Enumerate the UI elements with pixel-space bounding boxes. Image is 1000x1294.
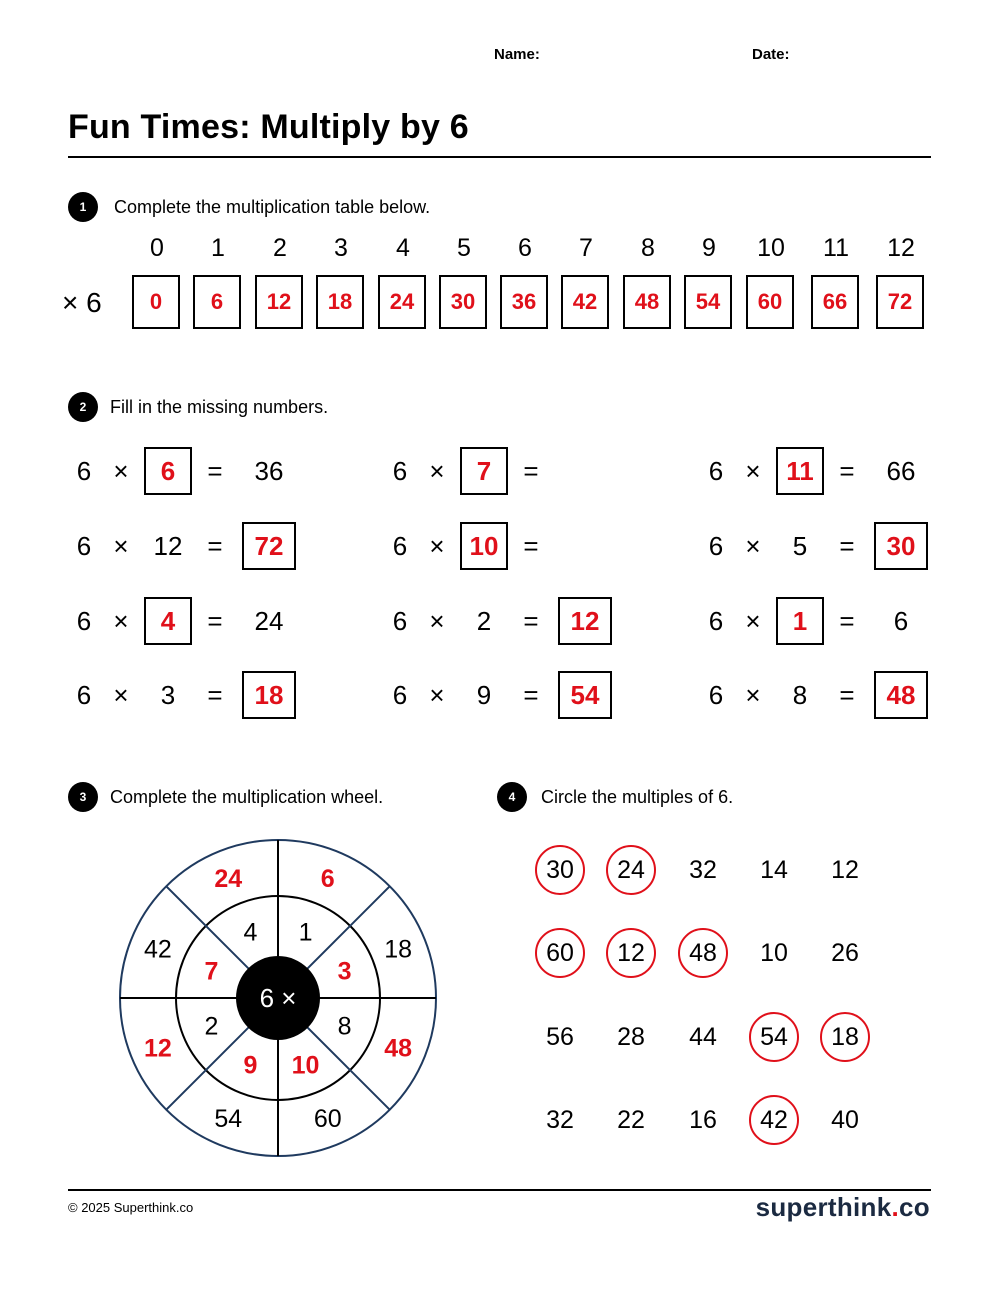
answer-box: 66 [811,275,859,329]
wheel-outer-number: 48 [384,1034,413,1063]
grid-number: 32 [689,855,717,884]
times-sign: × [429,606,445,636]
equals-sign: = [207,531,223,561]
grid-number: 56 [546,1022,574,1051]
equals-sign: = [839,606,855,636]
table-header: 4 [396,234,410,262]
grid-number: 22 [617,1105,645,1134]
equation-product-answer-box: 30 [874,522,928,570]
wheel-outer-number: 12 [143,1034,172,1063]
equation-factor: 8 [792,680,808,710]
wheel-outer-number: 6 [320,864,335,893]
answer-box: 48 [623,275,671,329]
equals-sign: = [523,606,539,636]
equation-factor: 6 [708,606,724,636]
wheel-outer-number: 54 [214,1105,243,1134]
section1-heading [68,192,430,222]
grid-number: 32 [546,1105,574,1134]
table-header: 7 [579,234,593,262]
brand-logo: superthink.co [755,1192,930,1222]
answer-box: 12 [255,275,303,329]
times-sign: × [745,456,761,486]
wheel-outer-number: 18 [384,935,413,964]
section4-number: 4 [497,782,527,812]
section3-number: 3 [68,782,98,812]
table-header: 3 [334,234,348,262]
grid-number: 10 [760,938,788,967]
section1-instruction: Complete the multiplication table below. [114,196,431,217]
answer-box: 36 [500,275,548,329]
equals-sign: = [523,680,539,710]
answer-box: 72 [876,275,924,329]
section2-heading [68,392,328,422]
times-sign: × [429,456,445,486]
wheel-outer-number: 42 [143,935,172,964]
circled-number: 60 [535,928,585,978]
times-sign: × [113,680,129,710]
equals-sign: = [523,531,539,561]
answer-box: 54 [684,275,732,329]
times-sign: × [113,531,129,561]
times-sign: × [745,606,761,636]
multiplication-wheel [117,837,439,1159]
times-sign: × [113,456,129,486]
equation-product: 66 [886,456,916,486]
circled-number: 12 [606,928,656,978]
equation-factor: 9 [476,680,492,710]
section4-instruction: Circle the multiples of 6. [541,786,734,807]
equation-factor-answer-box: 10 [460,522,508,570]
wheel-inner-number: 4 [243,918,258,947]
equation-product-answer-box: 18 [242,671,296,719]
wheel-inner-number: 8 [337,1012,352,1041]
equation-factor-answer-box: 1 [776,597,824,645]
copyright: © 2025 Superthink.co [68,1200,194,1215]
table-header: 9 [702,234,716,262]
multiplier-label: × 6 [62,287,102,318]
wheel-center-label: 6 × [259,983,297,1013]
wheel-outer-number: 24 [214,864,243,893]
equation-product-answer-box: 72 [242,522,296,570]
equation-factor: 6 [392,680,408,710]
equation-product [558,522,612,570]
name-label: Name: [494,46,540,63]
equation-factor: 6 [392,456,408,486]
section2-instruction: Fill in the missing numbers. [110,396,329,417]
equation-product-answer-box: 48 [874,671,928,719]
answer-box: 30 [439,275,487,329]
equation-factor: 6 [76,531,92,561]
wheel-inner-number: 1 [298,918,313,947]
grid-number: 44 [689,1022,717,1051]
times-sign: × [745,680,761,710]
wheel-inner-number: 9 [243,1051,258,1080]
table-header: 0 [150,234,164,262]
equation-product: 6 [893,606,909,636]
answer-box: 18 [316,275,364,329]
times-sign: × [113,606,129,636]
table-header: 5 [457,234,471,262]
section1-number: 1 [68,192,98,222]
wheel-inner-number: 3 [337,957,352,986]
circled-number: 30 [535,845,585,895]
circled-number: 54 [749,1012,799,1062]
equals-sign: = [207,456,223,486]
times-sign: × [429,680,445,710]
section4-heading [497,782,733,812]
equation-product [558,447,612,495]
equals-sign: = [839,680,855,710]
equation-factor: 6 [708,680,724,710]
wheel-inner-number: 10 [291,1051,320,1080]
equation-factor: 6 [708,531,724,561]
equation-product-answer-box: 54 [558,671,612,719]
grid-number: 28 [617,1022,645,1051]
equals-sign: = [207,606,223,636]
table-header: 10 [757,234,785,262]
grid-number: 16 [689,1105,717,1134]
equation-factor: 6 [76,456,92,486]
wheel-inner-number: 7 [204,957,219,986]
equation-factor: 6 [76,606,92,636]
equation-factor: 12 [153,531,183,561]
circled-number: 42 [749,1095,799,1145]
section3-heading [68,782,383,812]
table-header: 2 [273,234,287,262]
table-header: 8 [641,234,655,262]
equation-factor: 2 [476,606,492,636]
equation-factor: 6 [392,531,408,561]
answer-box: 60 [746,275,794,329]
page-title: Fun Times: Multiply by 6 [68,108,469,146]
equation-product: 36 [254,456,284,486]
equation-factor: 3 [160,680,176,710]
equation-factor: 5 [792,531,808,561]
table-header: 6 [518,234,532,262]
times-sign: × [745,531,761,561]
answer-box: 0 [132,275,180,329]
equation-factor: 6 [708,456,724,486]
date-label: Date: [752,46,790,63]
equation-factor-answer-box: 11 [776,447,824,495]
equation-factor-answer-box: 7 [460,447,508,495]
equation-factor: 6 [76,680,92,710]
answer-box: 24 [378,275,426,329]
circled-number: 24 [606,845,656,895]
grid-number: 12 [831,855,859,884]
grid-number: 26 [831,938,859,967]
equals-sign: = [207,680,223,710]
section3-instruction: Complete the multiplication wheel. [110,786,384,807]
grid-number: 14 [760,855,788,884]
grid-number: 40 [831,1105,859,1134]
title-rule [68,156,931,158]
equals-sign: = [523,456,539,486]
equation-factor-answer-box: 6 [144,447,192,495]
table-header: 11 [823,234,849,262]
equals-sign: = [839,456,855,486]
equation-factor-answer-box: 4 [144,597,192,645]
table-header: 1 [211,234,225,262]
equation-product-answer-box: 12 [558,597,612,645]
table-header: 12 [887,234,915,262]
answer-box: 6 [193,275,241,329]
equals-sign: = [839,531,855,561]
circled-number: 18 [820,1012,870,1062]
equation-product: 24 [254,606,284,636]
wheel-inner-number: 2 [204,1012,219,1041]
times-sign: × [429,531,445,561]
footer-rule [68,1189,931,1191]
circled-number: 48 [678,928,728,978]
answer-box: 42 [561,275,609,329]
wheel-outer-number: 60 [313,1105,342,1134]
equation-factor: 6 [392,606,408,636]
section2-number: 2 [68,392,98,422]
